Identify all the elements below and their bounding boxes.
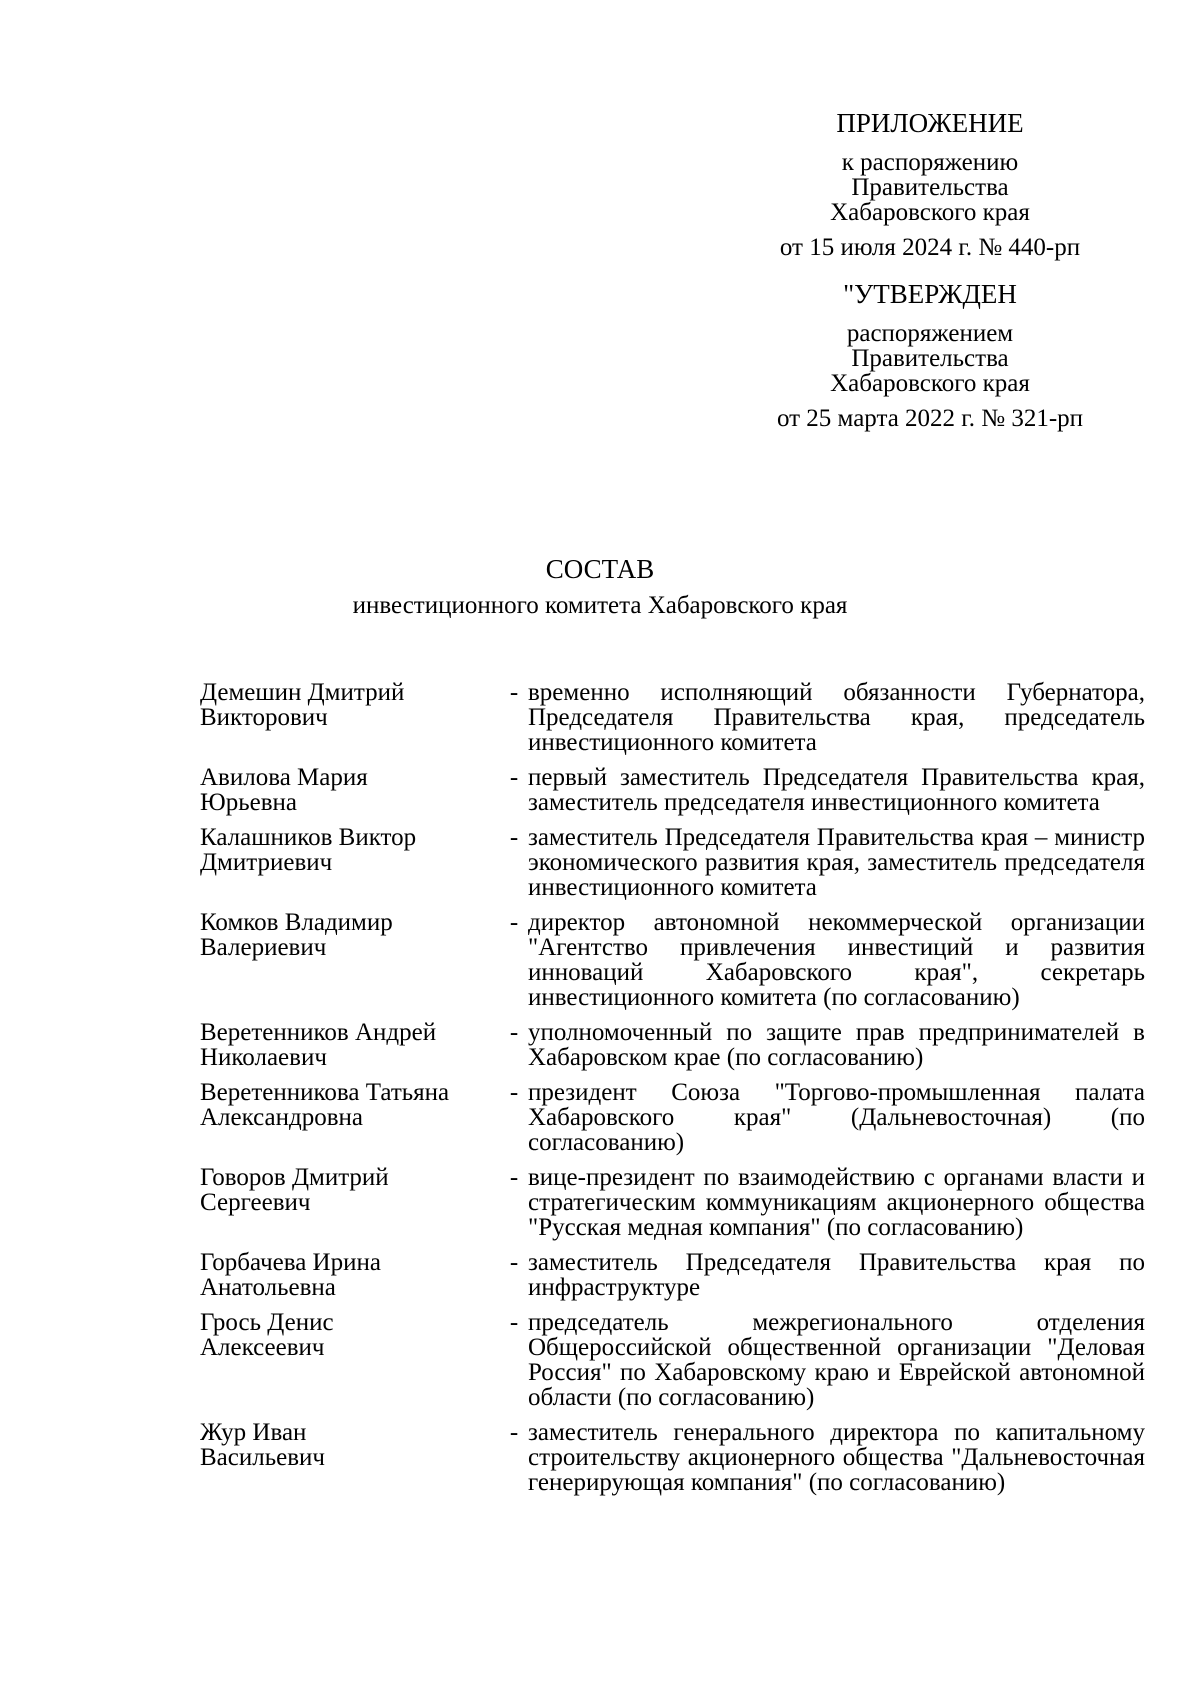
- member-role: заместитель Председателя Правительства края по инфраструктуре: [528, 1249, 1145, 1301]
- member-row: [200, 1080, 1145, 1155]
- member-row: [200, 1310, 1145, 1410]
- approved-title: "УТВЕРЖДЕН: [843, 279, 1017, 309]
- member-patronymic: Дмитриевич: [200, 849, 333, 876]
- member-patronymic: Николаевич: [200, 1044, 327, 1071]
- appendix-line-3: Хабаровского края: [830, 199, 1030, 226]
- member-role: вице-президент по взаимодействию с органами власти и стратегическим коммуникациям акционерного общества "Русская медная компания" (по согласованию): [528, 1164, 1145, 1241]
- document-title: СОСТАВ: [545, 554, 655, 584]
- member-patronymic: Анатольевна: [200, 1274, 336, 1301]
- members-list: [200, 680, 1145, 1505]
- member-dash: -: [509, 1164, 519, 1191]
- member-patronymic: Юрьевна: [200, 789, 297, 816]
- appendix-line-2: Правительства: [851, 174, 1009, 201]
- member-row: [200, 1420, 1145, 1495]
- member-role: директор автономной некоммерческой организации "Агентство привлечения инвестиций и развития инноваций Хабаровского края", секретарь инвестиционного комитета (по согласованию): [528, 909, 1145, 1011]
- member-dash: -: [509, 909, 519, 936]
- member-dash: -: [509, 679, 519, 706]
- member-row: [200, 910, 1145, 1010]
- member-role: заместитель Председателя Правительства края – министр экономического развития края, заместитель председателя инвестиционного комитета: [528, 824, 1145, 901]
- member-row: [200, 1250, 1145, 1300]
- member-row: [200, 765, 1145, 815]
- member-dash: -: [509, 1309, 519, 1336]
- appendix-date: от 15 июля 2024 г. № 440-рп: [779, 234, 1081, 261]
- member-surname-first: Жур Иван: [200, 1419, 307, 1446]
- member-name: [200, 765, 500, 815]
- member-surname-first: Веретенникова Татьяна: [200, 1079, 450, 1106]
- member-surname-first: Веретенников Андрей: [200, 1019, 437, 1046]
- appendix-title: ПРИЛОЖЕНИЕ: [836, 108, 1024, 138]
- member-patronymic: Васильевич: [200, 1444, 325, 1471]
- approved-line-1: распоряжением: [846, 320, 1014, 347]
- member-name: [200, 1250, 500, 1300]
- member-row: [200, 1165, 1145, 1240]
- member-surname-first: Калашников Виктор: [200, 824, 417, 851]
- member-dash: -: [509, 1249, 519, 1276]
- member-row: [200, 680, 1145, 755]
- member-patronymic: Сергеевич: [200, 1189, 311, 1216]
- member-dash: -: [509, 1419, 519, 1446]
- member-patronymic: Валериевич: [200, 934, 327, 961]
- document-subtitle: инвестиционного комитета Хабаровского края: [352, 592, 848, 619]
- member-dash: -: [509, 764, 519, 791]
- member-dash: -: [509, 824, 519, 851]
- member-name: [200, 910, 500, 960]
- member-role: председатель межрегионального отделения Общероссийской общественной организации "Деловая Россия" по Хабаровскому краю и Еврейской автономной области (по согласованию): [528, 1309, 1145, 1411]
- member-surname-first: Авилова Мария: [200, 764, 368, 791]
- member-row: [200, 1020, 1145, 1070]
- member-dash: -: [509, 1079, 519, 1106]
- member-role: уполномоченный по защите прав предпринимателей в Хабаровском крае (по согласованию): [528, 1019, 1145, 1071]
- member-role: первый заместитель Председателя Правительства края, заместитель председателя инвестиционного комитета: [528, 764, 1145, 816]
- member-dash: -: [509, 1019, 519, 1046]
- member-surname-first: Говоров Дмитрий: [200, 1164, 389, 1191]
- member-name: [200, 1020, 500, 1070]
- member-role: временно исполняющий обязанности Губернатора, Председателя Правительства края, председатель инвестиционного комитета: [528, 679, 1145, 756]
- member-patronymic: Викторович: [200, 704, 328, 731]
- member-patronymic: Александровна: [200, 1104, 364, 1131]
- member-row: [200, 825, 1145, 900]
- member-name: [200, 825, 500, 875]
- approved-line-3: Хабаровского края: [830, 370, 1030, 397]
- member-role: президент Союза "Торгово-промышленная палата Хабаровского края" (Дальневосточная) (по согласованию): [528, 1079, 1145, 1156]
- approved-header: [740, 279, 1120, 431]
- member-name: [200, 1310, 500, 1360]
- member-name: [200, 680, 500, 730]
- member-surname-first: Демешин Дмитрий: [200, 679, 405, 706]
- appendix-line-1: к распоряжению: [841, 149, 1019, 176]
- member-name: [200, 1080, 500, 1130]
- member-patronymic: Алексеевич: [200, 1334, 325, 1361]
- member-surname-first: Комков Владимир: [200, 909, 393, 936]
- member-surname-first: Грось Денис: [200, 1309, 334, 1336]
- approved-line-2: Правительства: [851, 345, 1009, 372]
- member-name: [200, 1165, 500, 1215]
- approved-date: от 25 марта 2022 г. № 321-рп: [776, 405, 1084, 432]
- member-role: заместитель генерального директора по капитальному строительству акционерного общества "Дальневосточная генерирующая компания" (по согласованию): [528, 1419, 1145, 1496]
- appendix-header: [740, 108, 1120, 260]
- member-name: [200, 1420, 500, 1470]
- member-surname-first: Горбачева Ирина: [200, 1249, 381, 1276]
